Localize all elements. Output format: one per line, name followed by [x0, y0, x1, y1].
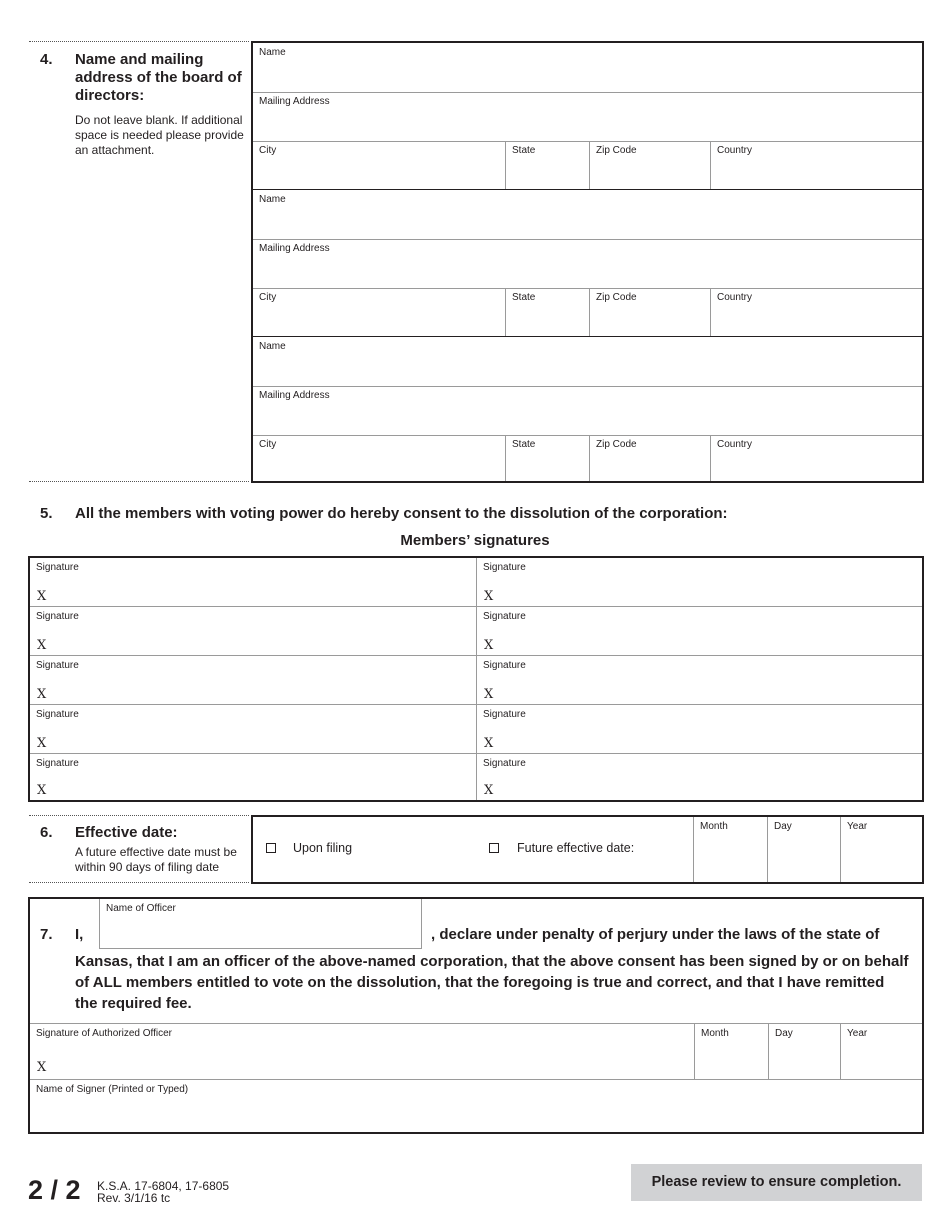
future-date-checkbox[interactable]: [489, 843, 499, 853]
signature-label: Signature: [483, 758, 526, 769]
section4-note: Do not leave blank. If additional space is needed please provide an attachment.: [75, 113, 244, 157]
members-signatures-heading: Members’ signatures: [400, 532, 550, 549]
director3-city-label: City: [259, 439, 277, 450]
signature-label: Signature: [36, 660, 79, 671]
effective-date-table: [251, 815, 924, 884]
declaration-text: Kansas, that I am an officer of the above-named corporation, that the above consent has been signed by or on behalf of ALL members entitled to vote on the dissolution, that the foregoing is true and correct, and that I have remitted the required fee.: [75, 953, 909, 1012]
signature-x-mark: X: [484, 783, 494, 798]
effective-year-field[interactable]: [840, 817, 922, 882]
director1-state-label: State: [512, 145, 536, 156]
member-signature-field[interactable]: [477, 754, 922, 800]
director1-name-field[interactable]: [253, 43, 922, 92]
section6-title: Effective date:: [75, 824, 178, 841]
signature-x-mark: X: [484, 589, 494, 604]
signature-label: Signature: [483, 709, 526, 720]
signature-x-mark: X: [37, 638, 47, 653]
signature-x-mark: X: [484, 687, 494, 702]
signer-name-field[interactable]: [30, 1080, 922, 1132]
signature-label: Signature: [36, 709, 79, 720]
review-button[interactable]: Please review to ensure completion.: [631, 1164, 922, 1201]
director1-address-label: Mailing Address: [259, 96, 330, 107]
upon-filing-label: Upon filing: [293, 841, 353, 855]
section4-bottom-divider: [29, 481, 249, 482]
director3-country-label: Country: [717, 439, 753, 450]
section6-note: A future effective date must be within 90 days of filing date: [75, 845, 237, 874]
year-label: Year: [847, 1028, 868, 1039]
day-label: Day: [775, 1028, 793, 1039]
signing-month-field[interactable]: [694, 1024, 768, 1079]
director2-zip-label: Zip Code: [596, 292, 637, 303]
authorized-signature-label: Signature of Authorized Officer: [36, 1028, 173, 1039]
effective-month-field[interactable]: [693, 817, 767, 882]
signature-label: Signature: [36, 562, 79, 573]
section6-bottom-divider: [29, 882, 249, 883]
section5-number: 5.: [40, 505, 53, 522]
director2-name-field[interactable]: [253, 190, 922, 239]
director1-country-field[interactable]: [710, 141, 922, 189]
director1-name-label: Name: [259, 47, 286, 58]
director2-country-field[interactable]: [710, 288, 922, 336]
director2-state-field[interactable]: [505, 288, 589, 336]
director1-city-label: City: [259, 145, 277, 156]
upon-filing-checkbox[interactable]: [266, 843, 276, 853]
member-signature-field[interactable]: [477, 705, 922, 753]
director2-zip-field[interactable]: [589, 288, 710, 336]
member-signature-field[interactable]: [477, 656, 922, 704]
page-number: 2 / 2: [28, 1175, 81, 1205]
director3-country-field[interactable]: [710, 435, 922, 481]
signature-label: Signature: [36, 611, 79, 622]
declaration-i: I,: [75, 926, 84, 943]
day-label: Day: [774, 821, 792, 832]
section6-number: 6.: [40, 824, 53, 841]
future-date-label: Future effective date:: [517, 841, 635, 855]
signature-label: Signature: [483, 660, 526, 671]
director2-country-label: Country: [717, 292, 753, 303]
section6-top-divider: [29, 815, 249, 816]
director1-zip-label: Zip Code: [596, 145, 637, 156]
section7-number: 7.: [40, 926, 53, 943]
declaration-line1: , declare under penalty of perjury under the laws of the state of: [431, 926, 880, 943]
member-signature-field[interactable]: [30, 754, 476, 800]
member-signature-field[interactable]: [477, 558, 922, 606]
statute-reference: K.S.A. 17-6804, 17-6805: [97, 1179, 230, 1193]
director1-zip-field[interactable]: [589, 141, 710, 189]
members-signatures-table: [28, 556, 924, 802]
signature-label: Signature: [483, 611, 526, 622]
director3-name-field[interactable]: [253, 337, 922, 386]
signature-label: Signature: [36, 758, 79, 769]
section4-title: Name and mailing address of the board of directors:: [75, 51, 242, 104]
section4-top-divider: [29, 41, 249, 42]
member-signature-field[interactable]: [477, 607, 922, 655]
member-signature-field[interactable]: [30, 705, 476, 753]
member-signature-field[interactable]: [30, 607, 476, 655]
signature-x-mark: X: [484, 736, 494, 751]
month-label: Month: [701, 1028, 729, 1039]
member-signature-field[interactable]: [30, 656, 476, 704]
declaration-box: [28, 897, 924, 1134]
director1-address-field[interactable]: [253, 92, 922, 141]
director1-state-field[interactable]: [505, 141, 589, 189]
director1-city-field[interactable]: [253, 141, 505, 189]
director3-state-label: State: [512, 439, 536, 450]
director2-city-field[interactable]: [253, 288, 505, 336]
signature-x-mark: X: [37, 1060, 47, 1075]
officer-name-field[interactable]: [99, 899, 422, 949]
member-signature-field[interactable]: [30, 558, 476, 606]
director3-name-label: Name: [259, 341, 286, 352]
signature-x-mark: X: [37, 783, 47, 798]
director2-state-label: State: [512, 292, 536, 303]
director2-address-label: Mailing Address: [259, 243, 330, 254]
authorized-signature-field[interactable]: [30, 1024, 694, 1079]
signature-x-mark: X: [37, 589, 47, 604]
director3-state-field[interactable]: [505, 435, 589, 481]
director1-country-label: Country: [717, 145, 753, 156]
effective-day-field[interactable]: [767, 817, 840, 882]
directors-table: [251, 41, 924, 483]
signing-day-field[interactable]: [768, 1024, 840, 1079]
director3-zip-label: Zip Code: [596, 439, 637, 450]
signing-year-field[interactable]: [840, 1024, 922, 1079]
signature-x-mark: X: [37, 736, 47, 751]
director2-city-label: City: [259, 292, 277, 303]
signature-x-mark: X: [484, 638, 494, 653]
section4-number: 4.: [40, 51, 53, 68]
director3-zip-field[interactable]: [589, 435, 710, 481]
director2-address-field[interactable]: [253, 239, 922, 288]
director2-name-label: Name: [259, 194, 286, 205]
director3-city-field[interactable]: [253, 435, 505, 481]
director3-address-label: Mailing Address: [259, 390, 330, 401]
director3-address-field[interactable]: [253, 386, 922, 435]
signature-x-mark: X: [37, 687, 47, 702]
year-label: Year: [847, 821, 868, 832]
section5-statement: All the members with voting power do hereby consent to the dissolution of the corporation:: [75, 505, 728, 522]
officer-name-label: Name of Officer: [106, 903, 176, 914]
month-label: Month: [700, 821, 728, 832]
signer-name-label: Name of Signer (Printed or Typed): [36, 1084, 189, 1095]
revision-info: Rev. 3/1/16 tc: [97, 1191, 171, 1205]
signature-label: Signature: [483, 562, 526, 573]
